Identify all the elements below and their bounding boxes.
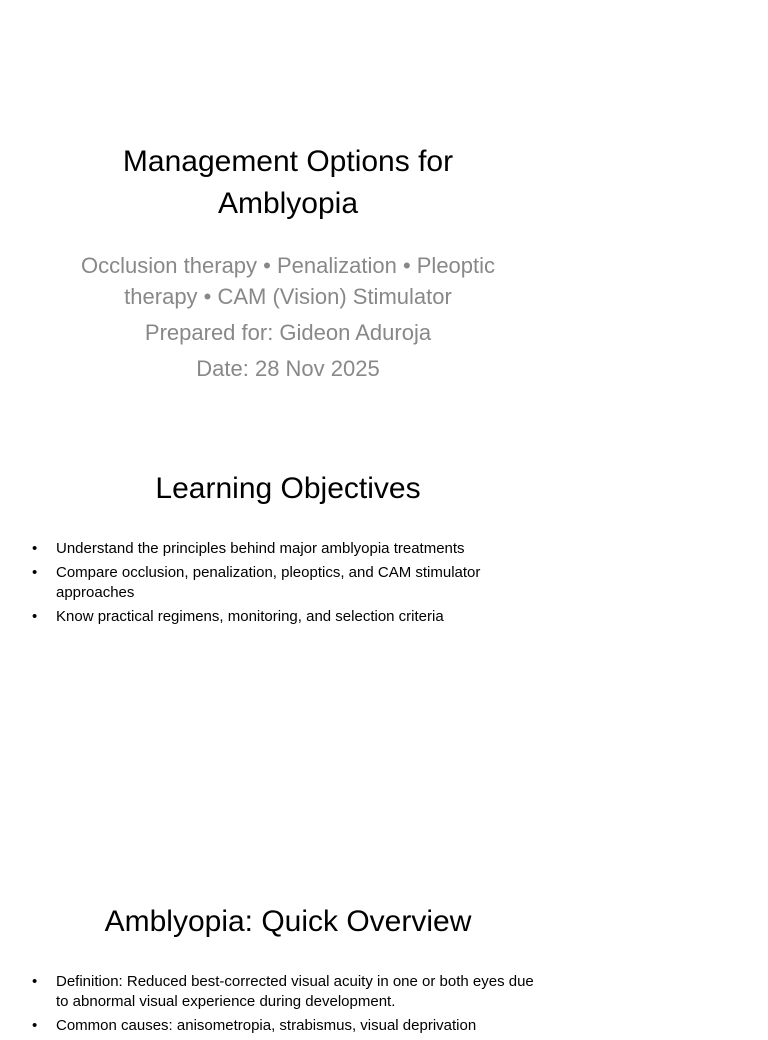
bullet-icon: • bbox=[32, 540, 38, 557]
list-item bbox=[30, 607, 545, 627]
subtitle-prepared-for: Prepared for: Gideon Aduroja bbox=[144, 320, 432, 345]
bullet-icon: • bbox=[32, 973, 38, 990]
overview-title: Amblyopia: Quick Overview bbox=[104, 905, 472, 938]
list-item-text: Definition: Reduced best-corrected visual acuity in one or both eyes due to abnormal visual experience during development. bbox=[56, 973, 534, 1010]
list-item-text: Understand the principles behind major amblyopia treatments bbox=[56, 540, 465, 557]
list-item-text: Common causes: anisometropia, strabismus, visual deprivation bbox=[56, 1017, 477, 1034]
slide-title-main: Management Options for Amblyopia bbox=[122, 145, 454, 220]
list-item bbox=[30, 539, 545, 559]
list-item bbox=[30, 563, 545, 603]
bullet-icon: • bbox=[32, 564, 38, 581]
list-item bbox=[30, 972, 545, 1012]
subtitle-topics: Occlusion therapy • Penalization • Pleoptic therapy • CAM (Vision) Stimulator bbox=[80, 253, 496, 309]
list-item bbox=[30, 1016, 545, 1036]
subtitle-date: Date: 28 Nov 2025 bbox=[196, 356, 380, 381]
learning-objectives-list bbox=[30, 539, 545, 631]
list-item-text: Know practical regimens, monitoring, and selection criteria bbox=[56, 608, 444, 625]
learning-objectives-title: Learning Objectives bbox=[155, 472, 421, 505]
bullet-icon: • bbox=[32, 608, 38, 625]
list-item-text: Compare occlusion, penalization, pleoptics, and CAM stimulator approaches bbox=[56, 564, 481, 601]
slide-subtitle bbox=[52, 250, 524, 384]
bullet-icon: • bbox=[32, 1017, 38, 1034]
overview-list bbox=[30, 972, 545, 1040]
